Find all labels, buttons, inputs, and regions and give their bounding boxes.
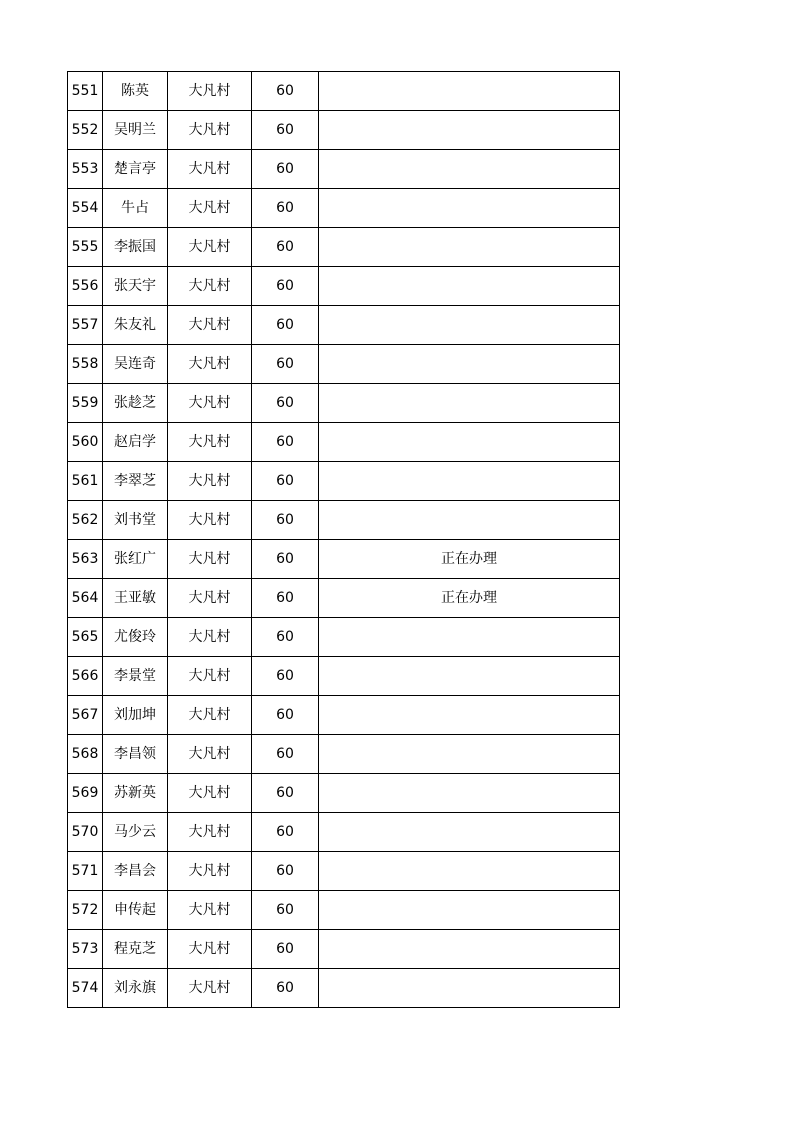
table-row [68,345,620,384]
note-cell [319,150,620,189]
roster-table-body [68,72,620,1008]
village-cell: 大凡村 [168,189,252,228]
person-name-cell: 李振国 [103,228,168,267]
table-row [68,852,620,891]
row-number-cell: 558 [68,345,103,384]
note-cell [319,228,620,267]
village-cell: 大凡村 [168,696,252,735]
person-name-cell: 李翠芝 [103,462,168,501]
village-cell: 大凡村 [168,423,252,462]
person-name-cell: 尤俊玲 [103,618,168,657]
amount-cell: 60 [252,267,319,306]
table-row [68,735,620,774]
row-number-cell: 559 [68,384,103,423]
note-cell [319,618,620,657]
note-cell [319,501,620,540]
table-row [68,774,620,813]
row-number-cell: 560 [68,423,103,462]
village-cell: 大凡村 [168,150,252,189]
person-name-cell: 刘书堂 [103,501,168,540]
village-cell: 大凡村 [168,813,252,852]
note-cell [319,111,620,150]
note-cell [319,267,620,306]
row-number-cell: 562 [68,501,103,540]
table-row [68,618,620,657]
row-number-cell: 565 [68,618,103,657]
amount-cell: 60 [252,696,319,735]
amount-cell: 60 [252,345,319,384]
note-cell [319,735,620,774]
village-cell: 大凡村 [168,111,252,150]
row-number-cell: 571 [68,852,103,891]
row-number-cell: 555 [68,228,103,267]
amount-cell: 60 [252,852,319,891]
village-cell: 大凡村 [168,579,252,618]
table-row [68,228,620,267]
person-name-cell: 张天宇 [103,267,168,306]
table-row [68,501,620,540]
village-cell: 大凡村 [168,267,252,306]
amount-cell: 60 [252,111,319,150]
note-cell [319,306,620,345]
amount-cell: 60 [252,540,319,579]
row-number-cell: 564 [68,579,103,618]
person-name-cell: 牛占 [103,189,168,228]
row-number-cell: 566 [68,657,103,696]
amount-cell: 60 [252,150,319,189]
table-row [68,969,620,1008]
note-cell [319,657,620,696]
note-cell [319,813,620,852]
person-name-cell: 马少云 [103,813,168,852]
note-cell: 正在办理 [319,540,620,579]
person-name-cell: 张红广 [103,540,168,579]
amount-cell: 60 [252,501,319,540]
amount-cell: 60 [252,930,319,969]
person-name-cell: 程克芝 [103,930,168,969]
person-name-cell: 王亚敏 [103,579,168,618]
village-cell: 大凡村 [168,852,252,891]
row-number-cell: 556 [68,267,103,306]
table-row [68,72,620,111]
amount-cell: 60 [252,384,319,423]
note-cell [319,969,620,1008]
amount-cell: 60 [252,423,319,462]
table-row [68,813,620,852]
village-cell: 大凡村 [168,930,252,969]
village-cell: 大凡村 [168,735,252,774]
note-cell [319,345,620,384]
amount-cell: 60 [252,189,319,228]
person-name-cell: 吴连奇 [103,345,168,384]
row-number-cell: 569 [68,774,103,813]
person-name-cell: 刘永旗 [103,969,168,1008]
person-name-cell: 朱友礼 [103,306,168,345]
table-row [68,696,620,735]
row-number-cell: 561 [68,462,103,501]
table-row [68,657,620,696]
table-row [68,579,620,618]
table-row [68,891,620,930]
village-cell: 大凡村 [168,306,252,345]
amount-cell: 60 [252,72,319,111]
village-cell: 大凡村 [168,969,252,1008]
row-number-cell: 567 [68,696,103,735]
person-name-cell: 赵启学 [103,423,168,462]
amount-cell: 60 [252,462,319,501]
note-cell [319,696,620,735]
note-cell [319,930,620,969]
row-number-cell: 570 [68,813,103,852]
row-number-cell: 552 [68,111,103,150]
amount-cell: 60 [252,813,319,852]
row-number-cell: 568 [68,735,103,774]
village-cell: 大凡村 [168,72,252,111]
table-row [68,462,620,501]
person-name-cell: 吴明兰 [103,111,168,150]
table-row [68,384,620,423]
row-number-cell: 574 [68,969,103,1008]
note-cell [319,462,620,501]
village-cell: 大凡村 [168,774,252,813]
row-number-cell: 573 [68,930,103,969]
table-row [68,540,620,579]
note-cell [319,891,620,930]
table-row [68,267,620,306]
amount-cell: 60 [252,579,319,618]
village-cell: 大凡村 [168,618,252,657]
row-number-cell: 551 [68,72,103,111]
table-row [68,189,620,228]
table-row [68,150,620,189]
amount-cell: 60 [252,228,319,267]
table-row [68,930,620,969]
row-number-cell: 572 [68,891,103,930]
note-cell [319,384,620,423]
person-name-cell: 刘加坤 [103,696,168,735]
table-row [68,111,620,150]
person-name-cell: 楚言亭 [103,150,168,189]
amount-cell: 60 [252,618,319,657]
note-cell [319,189,620,228]
village-cell: 大凡村 [168,462,252,501]
person-name-cell: 申传起 [103,891,168,930]
person-name-cell: 李昌领 [103,735,168,774]
village-cell: 大凡村 [168,501,252,540]
person-name-cell: 苏新英 [103,774,168,813]
village-cell: 大凡村 [168,345,252,384]
table-row [68,423,620,462]
person-name-cell: 李昌会 [103,852,168,891]
amount-cell: 60 [252,969,319,1008]
village-cell: 大凡村 [168,384,252,423]
person-name-cell: 李景堂 [103,657,168,696]
note-cell [319,423,620,462]
village-cell: 大凡村 [168,657,252,696]
row-number-cell: 553 [68,150,103,189]
person-name-cell: 陈英 [103,72,168,111]
amount-cell: 60 [252,891,319,930]
amount-cell: 60 [252,735,319,774]
note-cell [319,72,620,111]
note-cell: 正在办理 [319,579,620,618]
village-cell: 大凡村 [168,228,252,267]
village-cell: 大凡村 [168,891,252,930]
amount-cell: 60 [252,657,319,696]
amount-cell: 60 [252,774,319,813]
row-number-cell: 563 [68,540,103,579]
amount-cell: 60 [252,306,319,345]
row-number-cell: 557 [68,306,103,345]
person-name-cell: 张趁芝 [103,384,168,423]
row-number-cell: 554 [68,189,103,228]
village-cell: 大凡村 [168,540,252,579]
roster-table [67,71,620,1008]
note-cell [319,774,620,813]
table-row [68,306,620,345]
note-cell [319,852,620,891]
